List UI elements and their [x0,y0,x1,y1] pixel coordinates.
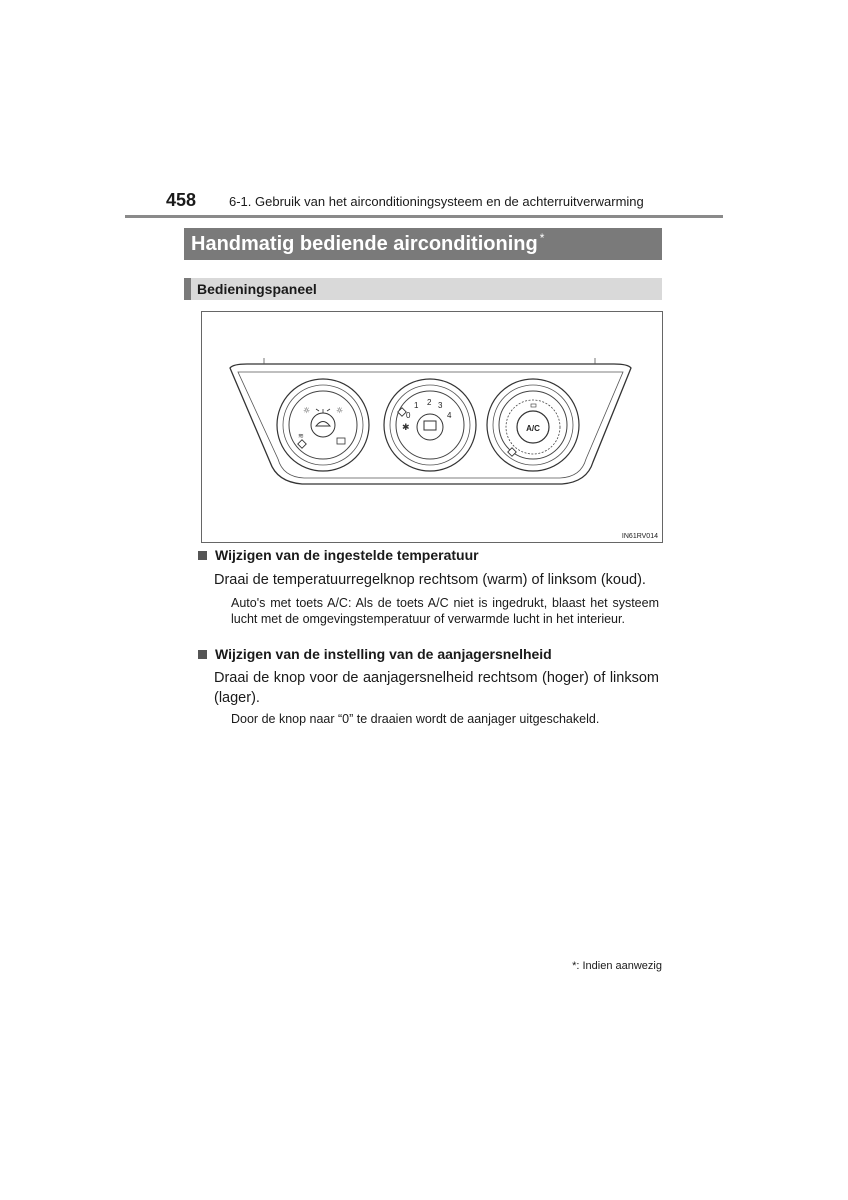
section-title-mark: * [539,231,545,245]
footnote [572,960,662,972]
fan-label-0: 0 [406,411,411,420]
fan-speed-note: Door de knop naar “0” te draaien wordt de aanjager uitgeschakeld. [231,712,600,726]
fan-label-1: 1 [414,401,419,410]
bullet-square-icon [198,650,207,659]
temperature-heading [198,547,479,563]
fan-label-3: 3 [438,401,443,410]
svg-text:☼: ☼ [336,406,344,415]
subsection-heading-bar [184,278,191,300]
control-panel-illustration [202,312,662,542]
temperature-note: Auto's met toets A/C: Als de toets A/C niet is ingedrukt, blaast het systeem lucht met de omgevingstemperatuur of verwarmde lucht in het interieur. [231,596,659,626]
temperature-knob [487,379,579,471]
panel-outline [230,364,631,484]
svg-text:✱: ✱ [402,423,410,433]
svg-text:☼: ☼ [303,406,311,415]
header-rule [125,215,723,218]
bullet-square-icon [198,551,207,560]
fan-speed-knob [384,379,476,471]
figure-code: IN61RV014 [621,533,658,540]
fan-speed-heading [198,646,552,662]
page-number: 458 [166,190,197,210]
fan-speed-body: Draai de knop voor de aanjagersnelheid rechtsom (hoger) of linksom (lager). [214,670,659,706]
fan-label-2: 2 [427,398,432,407]
section-title [184,228,662,260]
mode-selector-knob [277,379,369,471]
ac-button-label: A/C [526,424,540,433]
temperature-body: Draai de temperatuurregelknop rechtsom (warm) of linksom (koud). [214,572,646,588]
chapter-title: 6-1. Gebruik van het airconditioningsysteem en de achterruitverwarming [229,194,644,209]
section-title-text: Handmatig bediende airconditioning [191,233,538,255]
footnote-text: : Indien aanwezig [576,960,662,972]
temperature-heading-text: Wijzigen van de ingestelde temperatuur [215,547,479,563]
subsection-heading: Bedieningspaneel [184,278,662,300]
fan-label-4: 4 [447,411,452,420]
svg-text:≋: ≋ [298,432,304,440]
fan-speed-heading-text: Wijzigen van de instelling van de aanjagersnelheid [215,646,552,662]
control-panel-figure [201,311,663,543]
footnote-mark: * [572,960,577,972]
